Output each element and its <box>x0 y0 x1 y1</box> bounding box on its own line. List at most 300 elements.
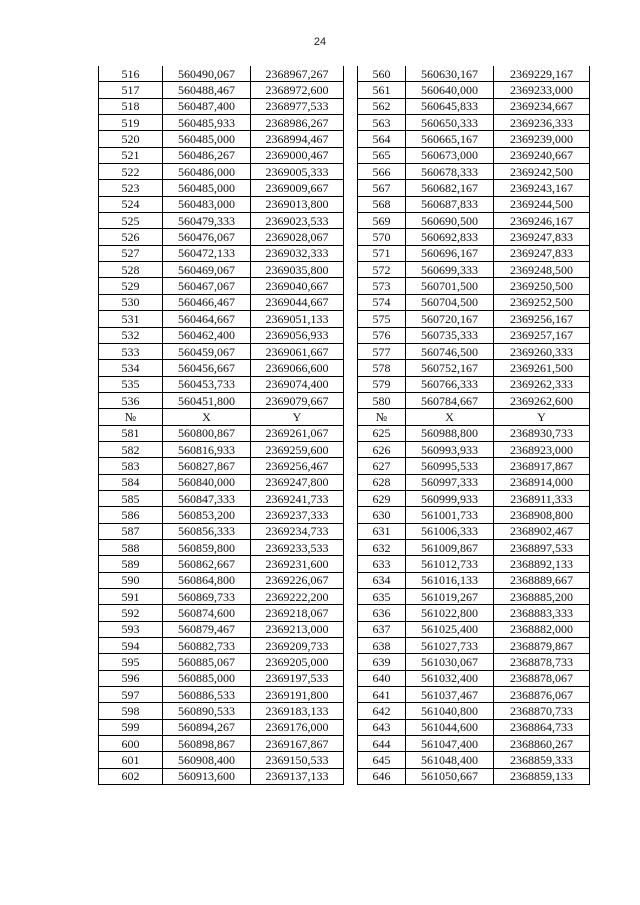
column-gap <box>344 409 358 425</box>
left-y-coordinate: 2369256,467 <box>251 458 344 474</box>
left-point-number: 518 <box>99 98 163 114</box>
table-row <box>99 736 590 752</box>
right-point-number: 568 <box>358 196 406 212</box>
column-gap <box>344 703 358 719</box>
right-point-number: 641 <box>358 687 406 703</box>
left-x-coordinate: 560879,467 <box>163 621 251 637</box>
left-point-number: 602 <box>99 768 163 784</box>
left-x-coordinate: 560466,467 <box>163 294 251 310</box>
table-row <box>99 556 590 572</box>
left-y-coordinate: 2369237,333 <box>251 507 344 523</box>
right-x-coordinate: 560735,333 <box>406 327 494 343</box>
right-y-coordinate: 2368860,267 <box>494 736 590 752</box>
right-x-coordinate: 561027,733 <box>406 638 494 654</box>
left-x-coordinate: 560859,800 <box>163 539 251 555</box>
table-row <box>99 589 590 605</box>
table-row <box>99 327 590 343</box>
left-point-number: 595 <box>99 654 163 670</box>
left-y-coordinate: 2369176,000 <box>251 719 344 735</box>
table-row <box>99 474 590 490</box>
left-point-number: 598 <box>99 703 163 719</box>
left-y-coordinate: 2369032,333 <box>251 245 344 261</box>
table-row <box>99 147 590 163</box>
right-point-number: 560 <box>358 66 406 82</box>
right-y-coordinate: 2369234,667 <box>494 98 590 114</box>
right-y-coordinate: 2369242,500 <box>494 164 590 180</box>
table-row <box>99 278 590 294</box>
right-point-number: 636 <box>358 605 406 621</box>
page-number: 24 <box>313 36 327 48</box>
right-x-coordinate: 560995,533 <box>406 458 494 474</box>
right-y-coordinate: 2368885,200 <box>494 589 590 605</box>
left-x-coordinate: 560816,933 <box>163 441 251 457</box>
right-x-coordinate: 561032,400 <box>406 670 494 686</box>
right-y-coordinate: 2369250,500 <box>494 278 590 294</box>
right-point-number: 577 <box>358 343 406 359</box>
right-x-coordinate: 561037,467 <box>406 687 494 703</box>
right-y-coordinate: 2369236,333 <box>494 115 590 131</box>
right-x-coordinate: 560665,167 <box>406 131 494 147</box>
left-point-number: 535 <box>99 376 163 392</box>
column-gap <box>344 196 358 212</box>
left-point-number: 589 <box>99 556 163 572</box>
left-x-coordinate: 560487,400 <box>163 98 251 114</box>
right-point-number: 632 <box>358 539 406 555</box>
column-gap <box>344 507 358 523</box>
right-y-coordinate: 2368917,867 <box>494 458 590 474</box>
left-point-number: 592 <box>99 605 163 621</box>
right-y-coordinate: 2369262,333 <box>494 376 590 392</box>
left-y-coordinate: 2369013,800 <box>251 196 344 212</box>
left-point-number: 525 <box>99 213 163 229</box>
right-y-coordinate: 2368908,800 <box>494 507 590 523</box>
left-point-number: 600 <box>99 736 163 752</box>
left-x-coordinate: 560485,000 <box>163 131 251 147</box>
right-y-coordinate: 2368914,000 <box>494 474 590 490</box>
right-point-number: 573 <box>358 278 406 294</box>
column-gap <box>344 556 358 572</box>
left-y-coordinate: 2368977,533 <box>251 98 344 114</box>
left-y-coordinate: 2369028,067 <box>251 229 344 245</box>
left-x-coordinate: 560894,267 <box>163 719 251 735</box>
right-point-number: 642 <box>358 703 406 719</box>
table-row <box>99 98 590 114</box>
left-y-coordinate: 2369056,933 <box>251 327 344 343</box>
right-y-coordinate: 2369244,500 <box>494 196 590 212</box>
left-x-coordinate: 560459,067 <box>163 343 251 359</box>
header-right-x-coordinate: X <box>406 409 494 425</box>
column-gap <box>344 523 358 539</box>
column-gap <box>344 736 358 752</box>
column-gap <box>344 294 358 310</box>
right-x-coordinate: 560696,167 <box>406 245 494 261</box>
left-y-coordinate: 2369079,667 <box>251 392 344 408</box>
right-y-coordinate: 2368859,333 <box>494 752 590 768</box>
column-gap <box>344 98 358 114</box>
left-x-coordinate: 560890,533 <box>163 703 251 719</box>
right-y-coordinate: 2368878,733 <box>494 654 590 670</box>
right-x-coordinate: 560650,333 <box>406 115 494 131</box>
left-y-coordinate: 2369218,067 <box>251 605 344 621</box>
left-x-coordinate: 560853,200 <box>163 507 251 523</box>
left-x-coordinate: 560485,000 <box>163 180 251 196</box>
left-x-coordinate: 560874,600 <box>163 605 251 621</box>
left-x-coordinate: 560486,267 <box>163 147 251 163</box>
right-x-coordinate: 560999,933 <box>406 490 494 506</box>
table-row <box>99 262 590 278</box>
column-gap <box>344 343 358 359</box>
right-point-number: 638 <box>358 638 406 654</box>
left-y-coordinate: 2369247,800 <box>251 474 344 490</box>
right-y-coordinate: 2369239,000 <box>494 131 590 147</box>
right-point-number: 629 <box>358 490 406 506</box>
table-row <box>99 425 590 441</box>
column-gap <box>344 687 358 703</box>
column-gap <box>344 278 358 294</box>
column-gap <box>344 392 358 408</box>
right-point-number: 578 <box>358 360 406 376</box>
left-y-coordinate: 2369023,533 <box>251 213 344 229</box>
right-point-number: 569 <box>358 213 406 229</box>
right-x-coordinate: 561040,800 <box>406 703 494 719</box>
right-y-coordinate: 2368870,733 <box>494 703 590 719</box>
left-x-coordinate: 560840,000 <box>163 474 251 490</box>
left-x-coordinate: 560490,067 <box>163 66 251 82</box>
right-y-coordinate: 2369246,167 <box>494 213 590 229</box>
column-gap <box>344 327 358 343</box>
left-point-number: 524 <box>99 196 163 212</box>
header-right-y-coordinate: Y <box>494 409 590 425</box>
right-point-number: 574 <box>358 294 406 310</box>
right-x-coordinate: 561030,067 <box>406 654 494 670</box>
right-y-coordinate: 2368882,000 <box>494 621 590 637</box>
table-row <box>99 343 590 359</box>
column-gap <box>344 752 358 768</box>
left-point-number: 584 <box>99 474 163 490</box>
left-y-coordinate: 2369241,733 <box>251 490 344 506</box>
table-row <box>99 66 590 82</box>
right-point-number: 625 <box>358 425 406 441</box>
left-y-coordinate: 2369035,800 <box>251 262 344 278</box>
right-x-coordinate: 560673,000 <box>406 147 494 163</box>
right-y-coordinate: 2369257,167 <box>494 327 590 343</box>
right-point-number: 580 <box>358 392 406 408</box>
left-point-number: 519 <box>99 115 163 131</box>
right-y-coordinate: 2369260,333 <box>494 343 590 359</box>
column-gap <box>344 213 358 229</box>
table-row <box>99 229 590 245</box>
left-y-coordinate: 2369066,600 <box>251 360 344 376</box>
column-gap <box>344 572 358 588</box>
left-x-coordinate: 560908,400 <box>163 752 251 768</box>
table-row <box>99 768 590 784</box>
right-x-coordinate: 560692,833 <box>406 229 494 245</box>
right-x-coordinate: 561047,400 <box>406 736 494 752</box>
left-x-coordinate: 560800,867 <box>163 425 251 441</box>
table-row <box>99 507 590 523</box>
right-point-number: 567 <box>358 180 406 196</box>
right-point-number: 639 <box>358 654 406 670</box>
left-y-coordinate: 2369205,000 <box>251 654 344 670</box>
right-point-number: 565 <box>358 147 406 163</box>
column-gap <box>344 180 358 196</box>
column-gap <box>344 621 358 637</box>
table-row <box>99 670 590 686</box>
right-point-number: 572 <box>358 262 406 278</box>
left-y-coordinate: 2369040,667 <box>251 278 344 294</box>
right-y-coordinate: 2369256,167 <box>494 311 590 327</box>
table-row <box>99 245 590 261</box>
left-y-coordinate: 2369209,733 <box>251 638 344 654</box>
left-point-number: 534 <box>99 360 163 376</box>
right-x-coordinate: 560699,333 <box>406 262 494 278</box>
right-x-coordinate: 560997,333 <box>406 474 494 490</box>
right-y-coordinate: 2368864,733 <box>494 719 590 735</box>
right-x-coordinate: 560720,167 <box>406 311 494 327</box>
left-y-coordinate: 2369009,667 <box>251 180 344 196</box>
right-x-coordinate: 560682,167 <box>406 180 494 196</box>
table-row <box>99 605 590 621</box>
left-y-coordinate: 2369233,533 <box>251 539 344 555</box>
right-y-coordinate: 2368897,533 <box>494 539 590 555</box>
left-point-number: 599 <box>99 719 163 735</box>
right-x-coordinate: 561022,800 <box>406 605 494 621</box>
right-y-coordinate: 2368902,467 <box>494 523 590 539</box>
table-row <box>99 654 590 670</box>
right-x-coordinate: 561050,667 <box>406 768 494 784</box>
table-row <box>99 213 590 229</box>
left-y-coordinate: 2369222,200 <box>251 589 344 605</box>
column-gap <box>344 82 358 98</box>
right-point-number: 570 <box>358 229 406 245</box>
right-y-coordinate: 2368923,000 <box>494 441 590 457</box>
table-row <box>99 687 590 703</box>
right-point-number: 637 <box>358 621 406 637</box>
left-point-number: 583 <box>99 458 163 474</box>
left-point-number: 529 <box>99 278 163 294</box>
table-row <box>99 703 590 719</box>
right-y-coordinate: 2369252,500 <box>494 294 590 310</box>
left-x-coordinate: 560862,667 <box>163 556 251 572</box>
left-x-coordinate: 560885,000 <box>163 670 251 686</box>
column-gap <box>344 605 358 621</box>
right-x-coordinate: 560645,833 <box>406 98 494 114</box>
header-left-point-number: № <box>99 409 163 425</box>
left-point-number: 590 <box>99 572 163 588</box>
column-gap <box>344 229 358 245</box>
right-x-coordinate: 560687,833 <box>406 196 494 212</box>
left-y-coordinate: 2369261,067 <box>251 425 344 441</box>
table-row <box>99 572 590 588</box>
right-point-number: 563 <box>358 115 406 131</box>
left-y-coordinate: 2368986,267 <box>251 115 344 131</box>
table-row <box>99 294 590 310</box>
left-point-number: 587 <box>99 523 163 539</box>
column-gap <box>344 245 358 261</box>
left-point-number: 597 <box>99 687 163 703</box>
table-row <box>99 490 590 506</box>
right-point-number: 626 <box>358 441 406 457</box>
left-x-coordinate: 560869,733 <box>163 589 251 605</box>
left-x-coordinate: 560483,000 <box>163 196 251 212</box>
right-y-coordinate: 2369229,167 <box>494 66 590 82</box>
left-y-coordinate: 2369044,667 <box>251 294 344 310</box>
table-row <box>99 638 590 654</box>
table-row <box>99 82 590 98</box>
right-point-number: 643 <box>358 719 406 735</box>
left-y-coordinate: 2369000,467 <box>251 147 344 163</box>
left-y-coordinate: 2368994,467 <box>251 131 344 147</box>
right-y-coordinate: 2369247,833 <box>494 245 590 261</box>
left-x-coordinate: 560479,333 <box>163 213 251 229</box>
right-y-coordinate: 2368878,067 <box>494 670 590 686</box>
right-x-coordinate: 560704,500 <box>406 294 494 310</box>
right-x-coordinate: 560690,500 <box>406 213 494 229</box>
left-point-number: 591 <box>99 589 163 605</box>
right-point-number: 646 <box>358 768 406 784</box>
right-x-coordinate: 560993,933 <box>406 441 494 457</box>
column-gap <box>344 360 358 376</box>
left-y-coordinate: 2369167,867 <box>251 736 344 752</box>
table-row <box>99 360 590 376</box>
right-x-coordinate: 561048,400 <box>406 752 494 768</box>
table-row <box>99 441 590 457</box>
left-x-coordinate: 560485,933 <box>163 115 251 131</box>
table-row <box>99 131 590 147</box>
right-y-coordinate: 2368859,133 <box>494 768 590 784</box>
left-x-coordinate: 560856,333 <box>163 523 251 539</box>
left-point-number: 596 <box>99 670 163 686</box>
left-y-coordinate: 2369183,133 <box>251 703 344 719</box>
right-point-number: 635 <box>358 589 406 605</box>
column-gap <box>344 262 358 278</box>
right-point-number: 576 <box>358 327 406 343</box>
left-x-coordinate: 560467,067 <box>163 278 251 294</box>
left-point-number: 516 <box>99 66 163 82</box>
table-row <box>99 196 590 212</box>
left-y-coordinate: 2368972,600 <box>251 82 344 98</box>
left-point-number: 532 <box>99 327 163 343</box>
left-point-number: 585 <box>99 490 163 506</box>
right-y-coordinate: 2368930,733 <box>494 425 590 441</box>
right-x-coordinate: 561016,133 <box>406 572 494 588</box>
right-y-coordinate: 2369240,667 <box>494 147 590 163</box>
right-y-coordinate: 2369243,167 <box>494 180 590 196</box>
left-point-number: 533 <box>99 343 163 359</box>
left-x-coordinate: 560462,400 <box>163 327 251 343</box>
left-y-coordinate: 2369191,800 <box>251 687 344 703</box>
column-gap <box>344 638 358 654</box>
column-gap <box>344 458 358 474</box>
left-point-number: 523 <box>99 180 163 196</box>
right-y-coordinate: 2368879,867 <box>494 638 590 654</box>
left-point-number: 520 <box>99 131 163 147</box>
left-y-coordinate: 2369259,600 <box>251 441 344 457</box>
left-x-coordinate: 560488,467 <box>163 82 251 98</box>
right-point-number: 628 <box>358 474 406 490</box>
column-gap <box>344 376 358 392</box>
left-point-number: 582 <box>99 441 163 457</box>
right-x-coordinate: 561019,267 <box>406 589 494 605</box>
left-x-coordinate: 560886,533 <box>163 687 251 703</box>
right-x-coordinate: 560746,500 <box>406 343 494 359</box>
column-gap <box>344 147 358 163</box>
left-y-coordinate: 2369074,400 <box>251 376 344 392</box>
header-left-y-coordinate: Y <box>251 409 344 425</box>
left-point-number: 527 <box>99 245 163 261</box>
column-gap <box>344 490 358 506</box>
left-point-number: 521 <box>99 147 163 163</box>
right-x-coordinate: 560701,500 <box>406 278 494 294</box>
table-row <box>99 621 590 637</box>
table-header-row <box>99 409 590 425</box>
right-x-coordinate: 560640,000 <box>406 82 494 98</box>
right-point-number: 634 <box>358 572 406 588</box>
column-gap <box>344 131 358 147</box>
right-y-coordinate: 2369233,000 <box>494 82 590 98</box>
left-x-coordinate: 560476,067 <box>163 229 251 245</box>
header-right-point-number: № <box>358 409 406 425</box>
right-y-coordinate: 2368876,067 <box>494 687 590 703</box>
right-y-coordinate: 2369262,600 <box>494 392 590 408</box>
table-row <box>99 311 590 327</box>
left-point-number: 530 <box>99 294 163 310</box>
left-point-number: 581 <box>99 425 163 441</box>
right-y-coordinate: 2369261,500 <box>494 360 590 376</box>
right-point-number: 566 <box>358 164 406 180</box>
right-y-coordinate: 2368889,667 <box>494 572 590 588</box>
left-point-number: 536 <box>99 392 163 408</box>
right-x-coordinate: 561025,400 <box>406 621 494 637</box>
left-point-number: 593 <box>99 621 163 637</box>
column-gap <box>344 539 358 555</box>
column-gap <box>344 441 358 457</box>
left-x-coordinate: 560472,133 <box>163 245 251 261</box>
table-row <box>99 392 590 408</box>
right-x-coordinate: 560752,167 <box>406 360 494 376</box>
left-y-coordinate: 2369150,533 <box>251 752 344 768</box>
left-point-number: 522 <box>99 164 163 180</box>
left-y-coordinate: 2369226,067 <box>251 572 344 588</box>
left-point-number: 601 <box>99 752 163 768</box>
left-x-coordinate: 560456,667 <box>163 360 251 376</box>
right-x-coordinate: 561001,733 <box>406 507 494 523</box>
right-x-coordinate: 560678,333 <box>406 164 494 180</box>
left-y-coordinate: 2369231,600 <box>251 556 344 572</box>
left-y-coordinate: 2369197,533 <box>251 670 344 686</box>
left-point-number: 588 <box>99 539 163 555</box>
left-x-coordinate: 560451,800 <box>163 392 251 408</box>
right-point-number: 631 <box>358 523 406 539</box>
right-point-number: 575 <box>358 311 406 327</box>
left-x-coordinate: 560464,667 <box>163 311 251 327</box>
right-point-number: 564 <box>358 131 406 147</box>
right-point-number: 645 <box>358 752 406 768</box>
left-x-coordinate: 560827,867 <box>163 458 251 474</box>
table-row <box>99 458 590 474</box>
right-x-coordinate: 560988,800 <box>406 425 494 441</box>
right-x-coordinate: 560630,167 <box>406 66 494 82</box>
column-gap <box>344 670 358 686</box>
table-row <box>99 523 590 539</box>
right-y-coordinate: 2368911,333 <box>494 490 590 506</box>
right-point-number: 633 <box>358 556 406 572</box>
column-gap <box>344 474 358 490</box>
left-x-coordinate: 560847,333 <box>163 490 251 506</box>
left-x-coordinate: 560453,733 <box>163 376 251 392</box>
column-gap <box>344 164 358 180</box>
right-x-coordinate: 561044,600 <box>406 719 494 735</box>
